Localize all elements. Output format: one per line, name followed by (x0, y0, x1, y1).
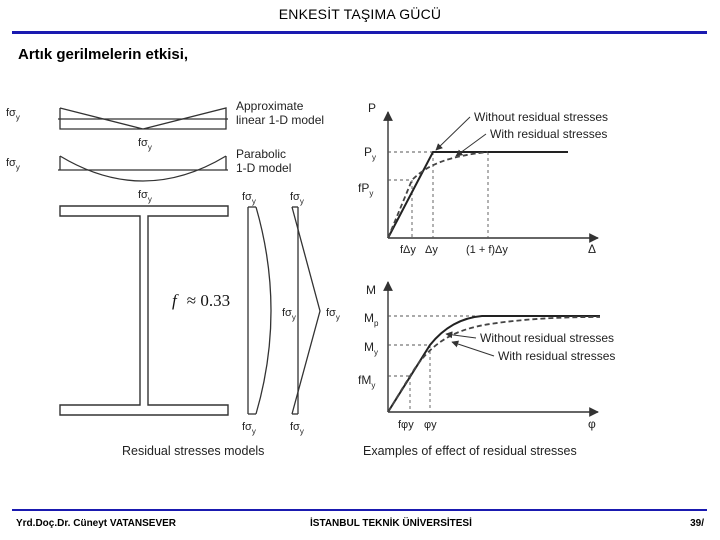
right-panel-caption: Examples of effect of residual stresses (363, 444, 577, 458)
top-curve-without-residual (388, 152, 568, 238)
top-tick-fpy: $fP_y$ (358, 181, 374, 198)
linear-bottom-fsy-label: $f\sigma_y$ (138, 137, 152, 152)
web1-bottom-fsy-label: $f\sigma_y$ (242, 421, 256, 436)
linear-top-fsy-label: $f\sigma_y$ (6, 107, 20, 122)
linear-model-diagram (58, 108, 228, 129)
slide-title: ENKESİT TAŞIMA GÜCÜ (278, 6, 442, 22)
footer-page-number: 39/ (690, 518, 704, 529)
bottom-x-axis-label: φ (588, 417, 596, 431)
top-tick-py: $P_y$ (364, 145, 377, 162)
top-x-axis-label: Δ (588, 242, 597, 256)
top-tick-1fdy: (1 + f)Δy (466, 244, 508, 256)
top-y-axis-label: P (368, 101, 377, 115)
web-stress-parabolic-diagram (248, 207, 271, 414)
linear-model-label-1: Approximate (236, 99, 304, 113)
web2-mid-fsy-label: $f\sigma_y$ (326, 307, 340, 322)
web-stress-linear-diagram (292, 207, 320, 414)
parabolic-bottom-fsy-label: $f\sigma_y$ (138, 189, 152, 204)
bottom-tick-my: $M_y$ (364, 340, 378, 357)
top-legend-with: With residual stresses (490, 127, 608, 141)
web1-mid-fsy-label: $f\sigma_y$ (282, 307, 296, 322)
top-curve-with-residual (388, 152, 488, 238)
bottom-y-axis-label: M (366, 283, 376, 297)
footer-divider (12, 509, 707, 511)
parabolic-model-label-2: 1-D model (236, 161, 292, 175)
top-legend-without: Without residual stresses (474, 110, 609, 124)
web2-top-fsy-label: $f\sigma_y$ (290, 191, 304, 206)
bottom-tick-phiy: φy (424, 419, 437, 431)
top-tick-dy: Δy (425, 244, 438, 256)
footer-author: Yrd.Doç.Dr. Cüneyt VATANSEVER (16, 518, 177, 529)
parabolic-model-label-1: Parabolic (236, 147, 287, 161)
bottom-tick-fphiy: fφy (398, 419, 414, 431)
bottom-tick-mp: $M_p$ (364, 311, 379, 328)
top-arrow-without (436, 117, 470, 150)
parabolic-top-fsy-label: $f\sigma_y$ (6, 157, 20, 172)
parabolic-model-diagram (58, 156, 228, 181)
footer-institution: İSTANBUL TEKNİK ÜNİVERSİTESİ (310, 518, 472, 529)
linear-model-label-2: linear 1-D model (236, 113, 325, 127)
top-plot-guides (388, 152, 488, 238)
web2-bottom-fsy-label: $f\sigma_y$ (290, 421, 304, 436)
left-panel-caption: Residual stresses models (122, 444, 265, 458)
i-section-shape (60, 206, 231, 415)
bottom-tick-fmy: $fM_y$ (358, 373, 376, 390)
slide-subtitle: Artık gerilmelerin etkisi, (18, 46, 189, 63)
bottom-legend-with: With residual stresses (498, 349, 616, 363)
bottom-legend-without: Without residual stresses (480, 331, 615, 345)
top-tick-fdy: fΔy (400, 244, 416, 256)
web1-top-fsy-label: $f\sigma_y$ (242, 191, 256, 206)
bottom-plot-axes (388, 282, 598, 412)
f-value-equation: f ≈ 0.33 (172, 291, 231, 310)
